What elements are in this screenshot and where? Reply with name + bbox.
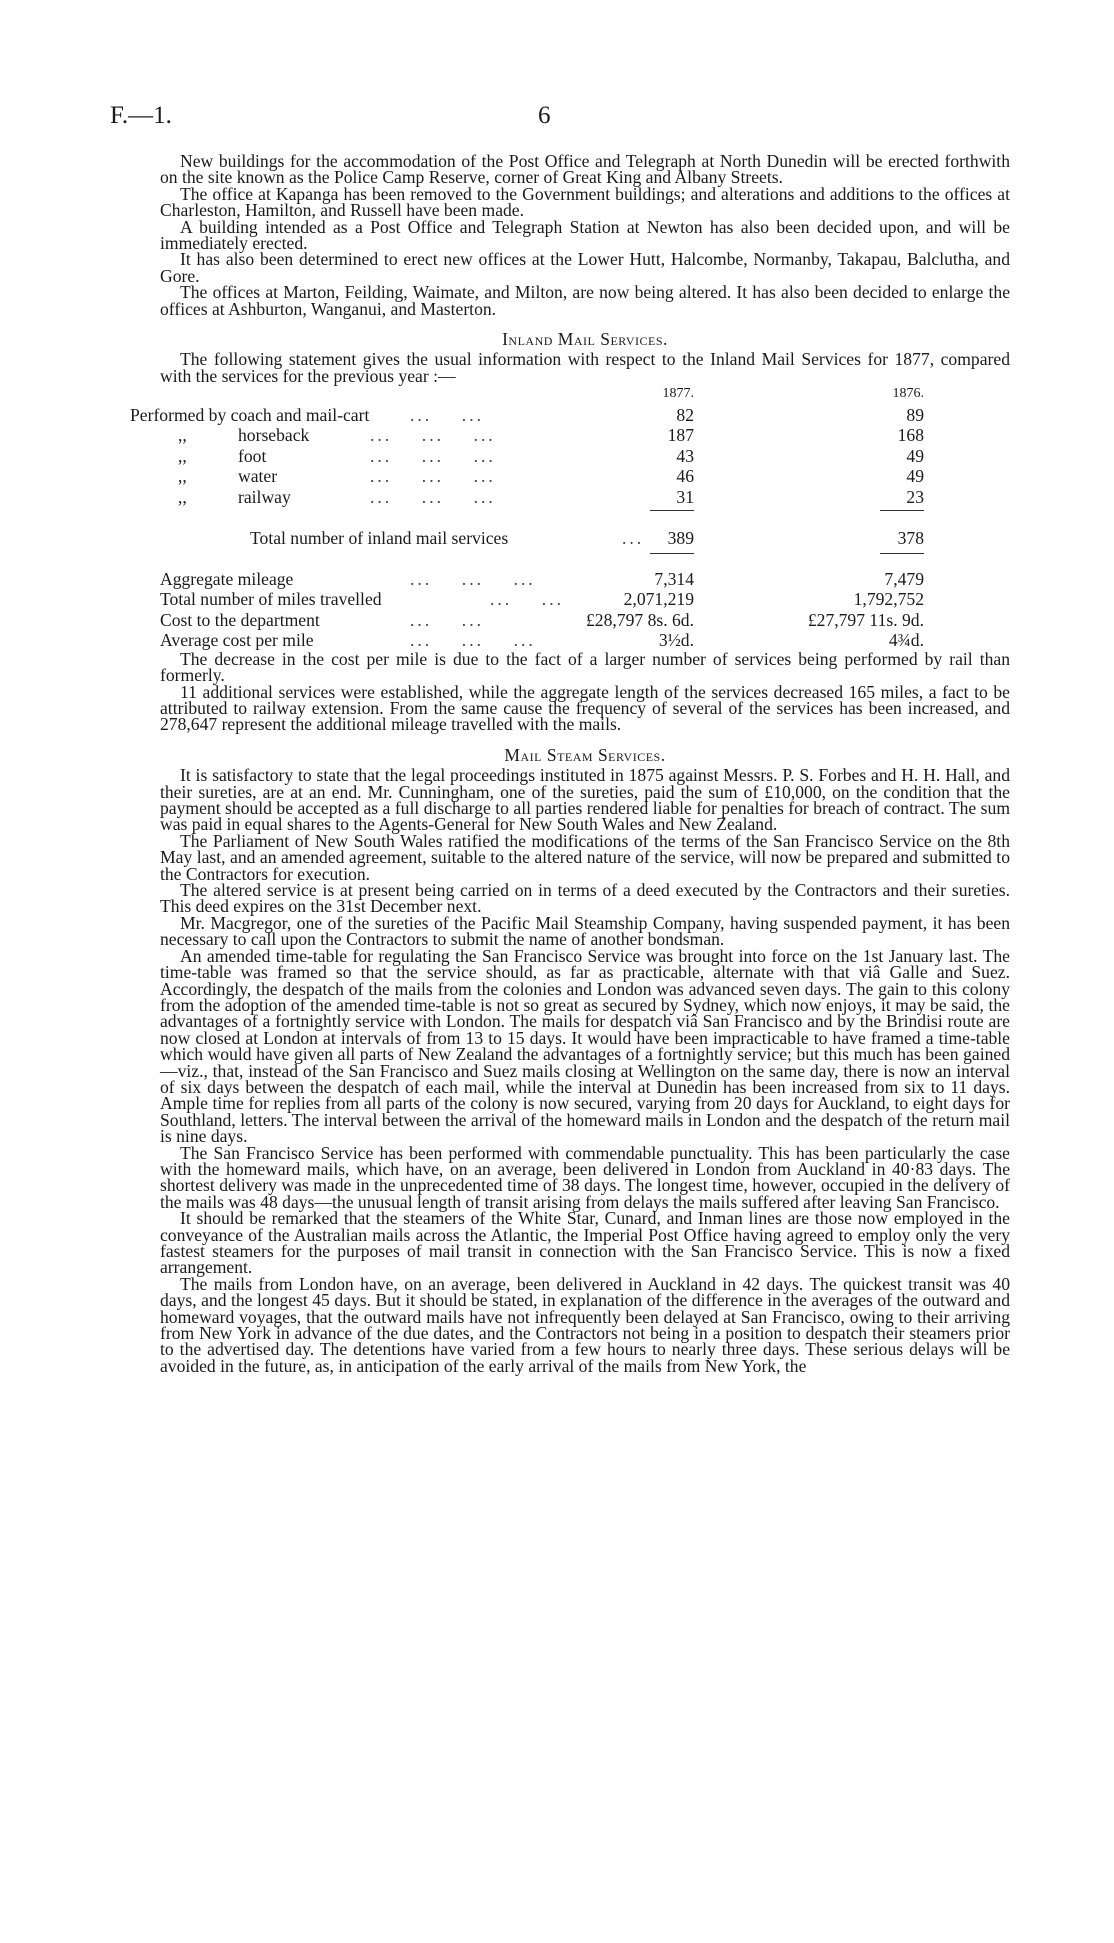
leader-dots: ... ... <box>410 609 484 630</box>
summary-row <box>160 630 1010 651</box>
value-1877: 43 <box>676 445 694 466</box>
value-1877: 82 <box>676 404 694 425</box>
leader-dots: ... ... ... <box>410 568 536 589</box>
paper-reference: F.—1. <box>110 102 172 129</box>
page-header <box>110 102 1010 132</box>
leader-dots: ... ... ... <box>370 425 496 446</box>
table-total-row <box>160 528 1010 549</box>
total-label: Total number of inland mail services <box>250 527 509 548</box>
value-1877: 3½d. <box>658 630 694 651</box>
summary-row <box>160 589 1010 610</box>
value-1876: 1,792,752 <box>853 589 924 610</box>
ditto-mark: ,, <box>178 466 187 487</box>
value-1877: 31 <box>676 486 694 507</box>
paragraph: The office at Kapanga has been removed to the Government buildings; and alterations and additions to the offices at Charleston, Hamilton, and Russell have been made. <box>160 183 1010 221</box>
row-label: Performed by coach and mail-cart <box>130 404 370 425</box>
leader-dots: ... ... <box>410 404 484 425</box>
paragraph: 11 additional services were established, while the aggregate length of the services decreased 165 miles, a fact to be attributed to railway extension. From the same cause the frequency of several of the services has been increased, and 278,647 represent the additional mileage travelled with the mails. <box>160 681 1010 735</box>
section-heading-steam: Mail Steam Services. <box>504 744 666 765</box>
spacer <box>160 507 1010 528</box>
paragraph: The mails from London have, on an average, been delivered in Auckland in 42 days. The quickest transit was 40 days, and the longest 45 days. But it should be stated, in explanation of the difference in the averages of the outward and homeward voyages, that the outward mails have not infrequently been delayed at San Francisco, owing to their arriving from New York in advance of the due dates, and the Contractors not being in a position to despatch their steamers prior to the advertised day. The detentions have varied from a few hours to nearly three days. These serious delays will be avoided in the future, as, in anticipation of the early arrival of the mails from New York, the <box>160 1273 1010 1376</box>
table-row <box>130 404 1010 426</box>
paragraph: It is satisfactory to state that the legal proceedings instituted in 1875 against Messrs. P. S. Forbes and H. H. Hall, and their sureties, are at an end. Mr. Cunningham, one of the sureties, paid the sum of £10,000, on the condition that the payment should be accepted as a full discharge to all parties rendered liable for penalties for breach of contract. The sum was paid in equal shares to the Agents-General for New South Wales and New Zealand. <box>160 765 1010 835</box>
table-row <box>160 466 1010 487</box>
column-header-1877: 1877. <box>662 386 694 402</box>
paragraph: It should be remarked that the steamers of the White Star, Cunard, and Inman lines are those now employed in the conveyance of the Australian mails across the Atlantic, the Imperial Post Office having agreed to employ only the very fastest steamers for the purposes of mail transit in connection with the San Francisco Service. This is now a fixed arrangement. <box>160 1208 1010 1278</box>
section-heading-inland: Inland Mail Services. <box>502 329 668 350</box>
subtotal-rule-1876 <box>880 510 924 511</box>
total-1877: 389 <box>667 527 694 548</box>
leader-dots: ... ... ... <box>410 630 536 651</box>
summary-row <box>160 569 1010 590</box>
leader-dots: ... ... <box>490 589 564 610</box>
value-1876: 23 <box>906 486 924 507</box>
value-1876: 7,479 <box>884 568 924 589</box>
row-label: horseback <box>238 425 310 446</box>
ditto-mark: ,, <box>178 486 187 507</box>
paragraph: An amended time-table for regulating the San Francisco Service was brought into force on the 1st January last. The time-table was framed so that the service should, as far as practicable, alternate with that viâ Galle and Suez. Accordingly, the despatch of the mails from the colonies and London was advanced seven days. The gain to this colony from the adoption of the amended time-table is not so great as secured by Sydney, which now enjoys, it may be said, the advantages of a fortnightly service with London. The mails for despatch viâ San Francisco and by the Brindisi route are now closed at London at intervals of from 13 to 15 days. It would have been impracticable to have framed a time-table which would have given all parts of New Zealand the advantages of a fortnightly service; but this much has been gained—viz., that, instead of the San Francisco and Suez mails closing at Wellington on the same day, there is now an interval of six days between the despatch of each mail, while the interval at Dunedin has been increased from six to 11 days. Ample time for replies from all parts of the colony is now secured, varying from 20 days for Auckland, to eight days for Southland, letters. The interval between the arrival of the homeward mails in London and the despatch of the return mail is nine days. <box>160 945 1010 1147</box>
paragraph: The decrease in the cost per mile is due to the fact of a larger number of services being performed by rail than formerly. <box>160 648 1010 686</box>
leader-dots: ... ... ... <box>370 445 496 466</box>
paragraph: New buildings for the accommodation of the Post Office and Telegraph at North Dunedin will be erected forthwith on the site known as the Police Camp Reserve, corner of Great King and Albany Streets. <box>160 151 1010 188</box>
value-1876: 168 <box>897 425 924 446</box>
subtotal-rule-1877 <box>650 510 694 511</box>
value-1876: 49 <box>906 466 924 487</box>
body-text <box>130 151 1010 1376</box>
total-rule-1877 <box>650 553 694 554</box>
row-label: foot <box>238 445 267 466</box>
inland-services-table <box>130 384 1010 651</box>
column-header-1876: 1876. <box>892 386 924 402</box>
value-1877: 2,071,219 <box>623 589 694 610</box>
summary-row <box>160 610 1010 631</box>
row-label: Aggregate mileage <box>160 568 294 589</box>
paragraph: The following statement gives the usual information with respect to the Inland Mail Services for 1877, compared with the services for the previous year :— <box>160 349 1010 386</box>
table-row <box>160 425 1010 446</box>
paragraph: The San Francisco Service has been performed with commendable punctuality. This has been particularly the case with the homeward mails, which have, on an average, been delivered in London from Auckland in 40·83 days. The shortest delivery was made in the unprecedented time of 38 days. The longest time, however, occupied in the delivery of the mails was 48 days—the unusual length of transit arising from delays the mails suffered after leaving San Francisco. <box>160 1142 1010 1212</box>
paragraph: A building intended as a Post Office and Telegraph Station at Newton has also been decided upon, and will be immediately erected. <box>160 216 1010 254</box>
total-1876: 378 <box>897 527 924 548</box>
ditto-mark: ,, <box>178 445 187 466</box>
paragraph: Mr. Macgregor, one of the sureties of the Pacific Mail Steamship Company, having suspended payment, it has been necessary to call upon the Contractors to submit the name of another bondsman. <box>160 912 1010 950</box>
paragraph: The offices at Marton, Feilding, Waimate, and Milton, are now being altered. It has also been decided to enlarge the offices at Ashburton, Wanganui, and Masterton. <box>160 282 1010 319</box>
leader-dots: ... <box>622 527 645 548</box>
table-header-row <box>160 384 1010 405</box>
leader-dots: ... ... ... <box>370 486 496 507</box>
value-1877: 7,314 <box>654 568 694 589</box>
paragraph: The Parliament of New South Wales ratified the modifications of the terms of the San Francisco Service on the 8th May last, and an amended agreement, suitable to the altered nature of the service, will now be prepared and submitted to the Contractors for execution. <box>160 830 1010 884</box>
row-label: railway <box>238 486 291 507</box>
paragraph: The altered service is at present being carried on in terms of a deed executed by the Contractors and their sureties. This deed expires on the 31st December next. <box>160 880 1010 917</box>
value-1877: £28,797 8s. 6d. <box>585 609 694 630</box>
leader-dots: ... ... ... <box>370 466 496 487</box>
table-row <box>160 446 1010 467</box>
value-1877: 46 <box>676 466 694 487</box>
row-label: Average cost per mile <box>160 630 314 651</box>
spacer <box>160 548 1010 569</box>
value-1876: £27,797 11s. 9d. <box>807 609 924 630</box>
value-1877: 187 <box>667 425 694 446</box>
row-label: water <box>238 466 278 487</box>
value-1876: 49 <box>906 445 924 466</box>
total-rule-1876 <box>880 553 924 554</box>
table-row <box>160 487 1010 508</box>
row-label: Cost to the department <box>160 609 320 630</box>
ditto-mark: ,, <box>178 425 187 446</box>
paragraph: It has also been determined to erect new offices at the Lower Hutt, Halcombe, Normanby, Takapau, Balclutha, and Gore. <box>160 249 1010 286</box>
page-number: 6 <box>538 102 551 129</box>
row-label: Total number of miles travelled <box>160 589 382 610</box>
value-1876: 89 <box>906 404 924 425</box>
value-1876: 4¾d. <box>888 630 924 651</box>
